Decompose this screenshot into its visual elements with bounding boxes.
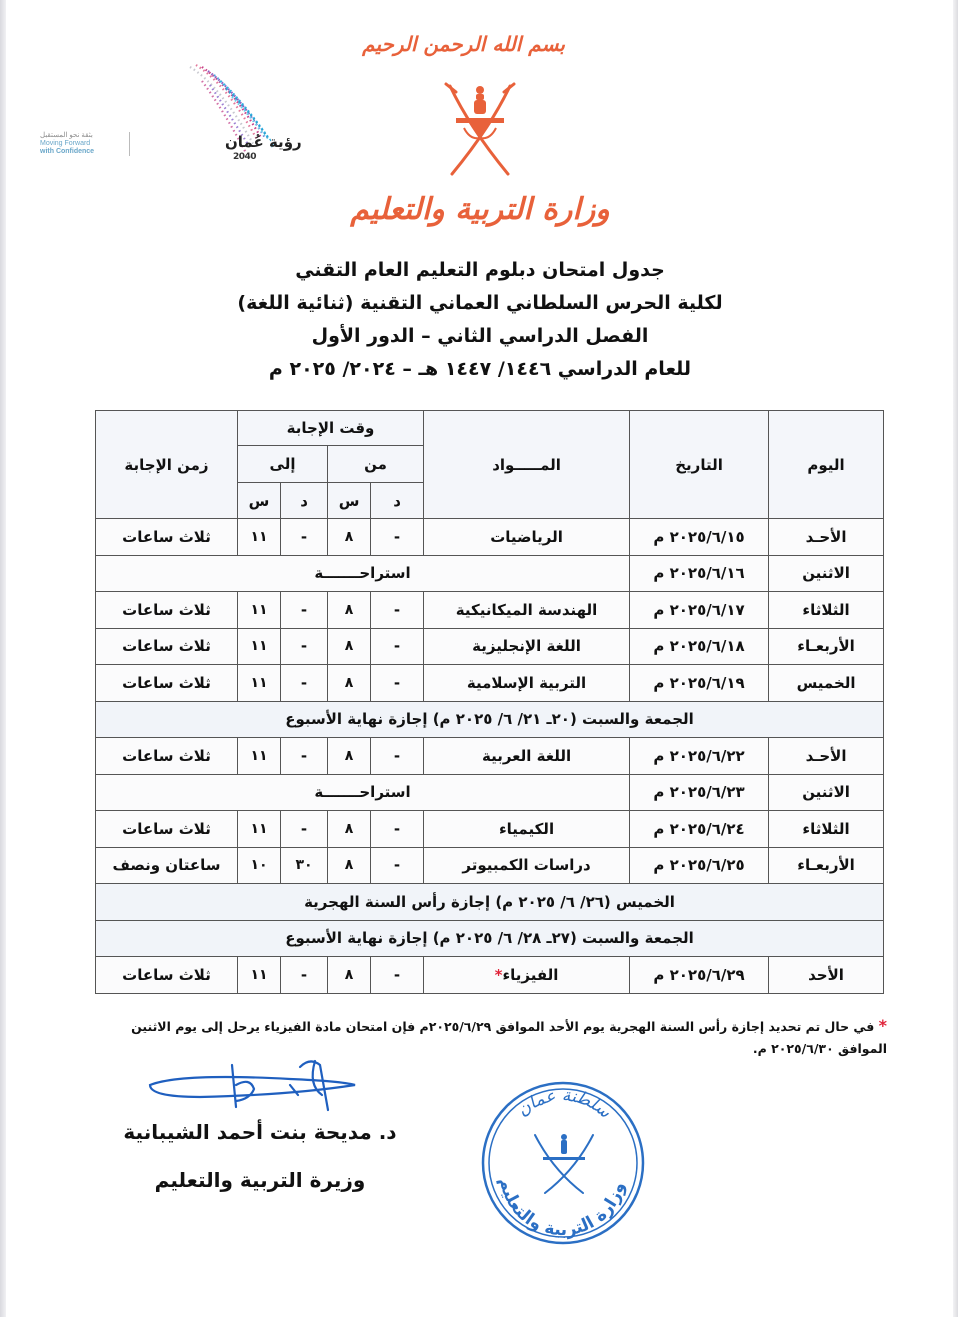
cell-day: الثلاثاء: [769, 811, 884, 848]
cell-day: الأربعـاء: [769, 847, 884, 884]
cell-banner-note: الخميس (٢٦/ ٦/ ٢٠٢٥ م) إجازة رأس السنة الهجرية: [96, 884, 884, 921]
cell-day: الاثنين: [769, 774, 884, 811]
cell-date: ٢٠٢٥/٦/١٧ م: [630, 592, 769, 629]
table-row-weekend-banner: [96, 701, 884, 738]
cell-from-hour: ٨: [328, 665, 371, 702]
cell-subject: [424, 957, 630, 994]
oman-emblem-icon: [430, 78, 530, 178]
cell-from-hour: ٨: [328, 738, 371, 775]
signer-name: د. مديحة بنت أحمد الشيبانية: [123, 1120, 397, 1144]
cell-duration: ثلاث ساعات: [96, 811, 238, 848]
cell-from-hour: ٨: [328, 847, 371, 884]
vision-tagline-ar: بثقة نحو المستقبل: [40, 132, 93, 139]
table-row-weekend-banner: [96, 920, 884, 957]
subject-text: الفيزياء: [502, 965, 559, 984]
footnote: [92, 1015, 887, 1060]
cell-date: ٢٠٢٥/٦/٢٥ م: [630, 847, 769, 884]
header-to-hour: س: [238, 483, 281, 519]
cell-date: ٢٠٢٥/٦/١٥ م: [630, 519, 769, 556]
oman-vision-2040-logo: [30, 55, 302, 170]
cell-subject: الرياضيات: [424, 519, 630, 556]
cell-to-hour: ١١: [238, 519, 281, 556]
cell-day: الثلاثاء: [769, 592, 884, 629]
table-row: [96, 519, 884, 556]
table-row: [96, 628, 884, 665]
vision-tagline-en-2: with Confidence: [40, 148, 95, 155]
cell-duration: ثلاث ساعات: [96, 519, 238, 556]
table-row-rest: [96, 774, 884, 811]
cell-day: الأحـد: [769, 738, 884, 775]
cell-subject: التربية الإسلامية: [424, 665, 630, 702]
cell-duration: ثلاث ساعات: [96, 738, 238, 775]
cell-to-hour: ١١: [238, 665, 281, 702]
table-row: [96, 811, 884, 848]
document-title: [150, 254, 810, 386]
vision-arabic-text: رؤية عُمان: [225, 133, 302, 151]
cell-banner-note: الجمعة والسبت (٢٧ـ ٢٨/ ٦/ ٢٠٢٥ م) إجازة نهاية الأسبوع: [96, 920, 884, 957]
cell-from-hour: ٨: [328, 811, 371, 848]
cell-to-minute: ٣٠: [281, 847, 328, 884]
vision-tagline: [40, 132, 130, 156]
cell-to-minute: -: [281, 738, 328, 775]
cell-day: الأحـد: [769, 519, 884, 556]
header-from-hour: س: [328, 483, 371, 519]
cell-date: ٢٠٢٥/٦/١٨ م: [630, 628, 769, 665]
cell-duration: ثلاث ساعات: [96, 592, 238, 629]
cell-from-minute: -: [371, 519, 424, 556]
cell-to-hour: ١٠: [238, 847, 281, 884]
cell-date: ٢٠٢٥/٦/١٩ م: [630, 665, 769, 702]
cell-subject: الهندسة الميكانيكية: [424, 592, 630, 629]
title-line-1: جدول امتحان دبلوم التعليم العام التقني: [295, 259, 665, 281]
cell-to-hour: ١١: [238, 592, 281, 629]
cell-to-minute: -: [281, 957, 328, 994]
cell-to-minute: -: [281, 592, 328, 629]
cell-date: ٢٠٢٥/٦/٢٢ م: [630, 738, 769, 775]
header-from: من: [328, 446, 424, 483]
table-row: [96, 957, 884, 994]
cell-from-minute: -: [371, 628, 424, 665]
cell-rest-note: استراحـــــــة: [96, 774, 630, 811]
header-date: التاريخ: [630, 411, 769, 519]
cell-from-minute: -: [371, 811, 424, 848]
header-subject: المـــــواد: [424, 411, 630, 519]
cell-date: ٢٠٢٥/٦/١٦ م: [630, 555, 769, 592]
cell-subject: اللغة العربية: [424, 738, 630, 775]
table-row-holiday-banner: [96, 884, 884, 921]
table-row: [96, 738, 884, 775]
cell-from-hour: ٨: [328, 957, 371, 994]
cell-date: ٢٠٢٥/٦/٢٩ م: [630, 957, 769, 994]
header-from-minute: د: [371, 483, 424, 519]
table-row: [96, 592, 884, 629]
title-line-2: لكلية الحرس السلطاني العماني التقنية (ثنائية اللغة): [237, 292, 723, 314]
footnote-text: في حال تم تحديد إجازة رأس السنة الهجرية يوم الأحد الموافق ٢٠٢٥/٦/٢٩م فإن امتحان مادة الفيزياء يرحل إلى يوم الاثنين الموافق ٢٠٢٥/٦/٣٠ م.: [131, 1019, 887, 1056]
header-to-minute: د: [281, 483, 328, 519]
cell-duration: ثلاث ساعات: [96, 628, 238, 665]
vision-year: 2040: [233, 152, 257, 162]
footnote-asterisk: *: [878, 1016, 887, 1035]
cell-subject: الكيمياء: [424, 811, 630, 848]
svg-text:وزارة التربية والتعليم: [495, 1176, 629, 1240]
cell-from-minute: -: [371, 665, 424, 702]
cell-subject: اللغة الإنجليزية: [424, 628, 630, 665]
exam-schedule-table: [95, 410, 884, 994]
title-line-3: الفصل الدراسي الثاني – الدور الأول: [311, 325, 649, 347]
asterisk-marker: *: [494, 965, 503, 984]
cell-from-minute: -: [371, 738, 424, 775]
header-day: اليوم: [769, 411, 884, 519]
ministry-stamp-icon: [475, 1075, 650, 1250]
header-duration: زمن الإجابة: [96, 411, 238, 519]
cell-to-hour: ١١: [238, 628, 281, 665]
table-row-rest: [96, 555, 884, 592]
cell-day: الأحد: [769, 957, 884, 994]
cell-to-minute: -: [281, 628, 328, 665]
cell-day: الأربعـاء: [769, 628, 884, 665]
stamp-bottom-text: وزارة التربية والتعليم: [495, 1175, 630, 1241]
ministry-calligraphy: وزارة التربية والتعليم: [350, 192, 610, 227]
signer-title: وزيرة التربية والتعليم: [154, 1168, 366, 1192]
cell-from-minute: -: [371, 847, 424, 884]
cell-from-hour: ٨: [328, 592, 371, 629]
cell-date: ٢٠٢٥/٦/٢٣ م: [630, 774, 769, 811]
cell-from-minute: -: [371, 592, 424, 629]
cell-to-minute: -: [281, 665, 328, 702]
cell-from-hour: ٨: [328, 628, 371, 665]
vision-tagline-en-1: Moving Forward: [40, 140, 91, 147]
cell-day: الخميس: [769, 665, 884, 702]
cell-to-hour: ١١: [238, 738, 281, 775]
basmala-calligraphy: بسم الله الرحمن الرحيم: [362, 32, 565, 56]
cell-to-minute: -: [281, 519, 328, 556]
cell-from-minute: -: [371, 957, 424, 994]
cell-duration: ساعتان ونصف: [96, 847, 238, 884]
cell-banner-note: الجمعة والسبت (٢٠ـ ٢١/ ٦/ ٢٠٢٥ م) إجازة نهاية الأسبوع: [96, 701, 884, 738]
cell-date: ٢٠٢٥/٦/٢٤ م: [630, 811, 769, 848]
page-edge-left: [0, 0, 6, 1317]
table-row: [96, 847, 884, 884]
cell-to-minute: -: [281, 811, 328, 848]
table-row: [96, 665, 884, 702]
cell-subject: دراسات الكمبيوتر: [424, 847, 630, 884]
header-answer-time: وقت الإجابة: [238, 411, 424, 446]
cell-to-hour: ١١: [238, 811, 281, 848]
signature-scribble: [140, 1055, 380, 1120]
cell-day: الاثنين: [769, 555, 884, 592]
header-to: إلى: [238, 446, 328, 483]
cell-duration: ثلاث ساعات: [96, 957, 238, 994]
title-line-4: للعام الدراسي ١٤٤٦/ ١٤٤٧ هـ – ٢٠٢٤/ ٢٠٢٥ م: [268, 358, 692, 380]
cell-to-hour: ١١: [238, 957, 281, 994]
cell-from-hour: ٨: [328, 519, 371, 556]
stamp-top-text: سلطنة عمان: [513, 1085, 615, 1123]
cell-duration: ثلاث ساعات: [96, 665, 238, 702]
page-edge-right: [953, 0, 958, 1317]
cell-rest-note: استراحـــــــة: [96, 555, 630, 592]
